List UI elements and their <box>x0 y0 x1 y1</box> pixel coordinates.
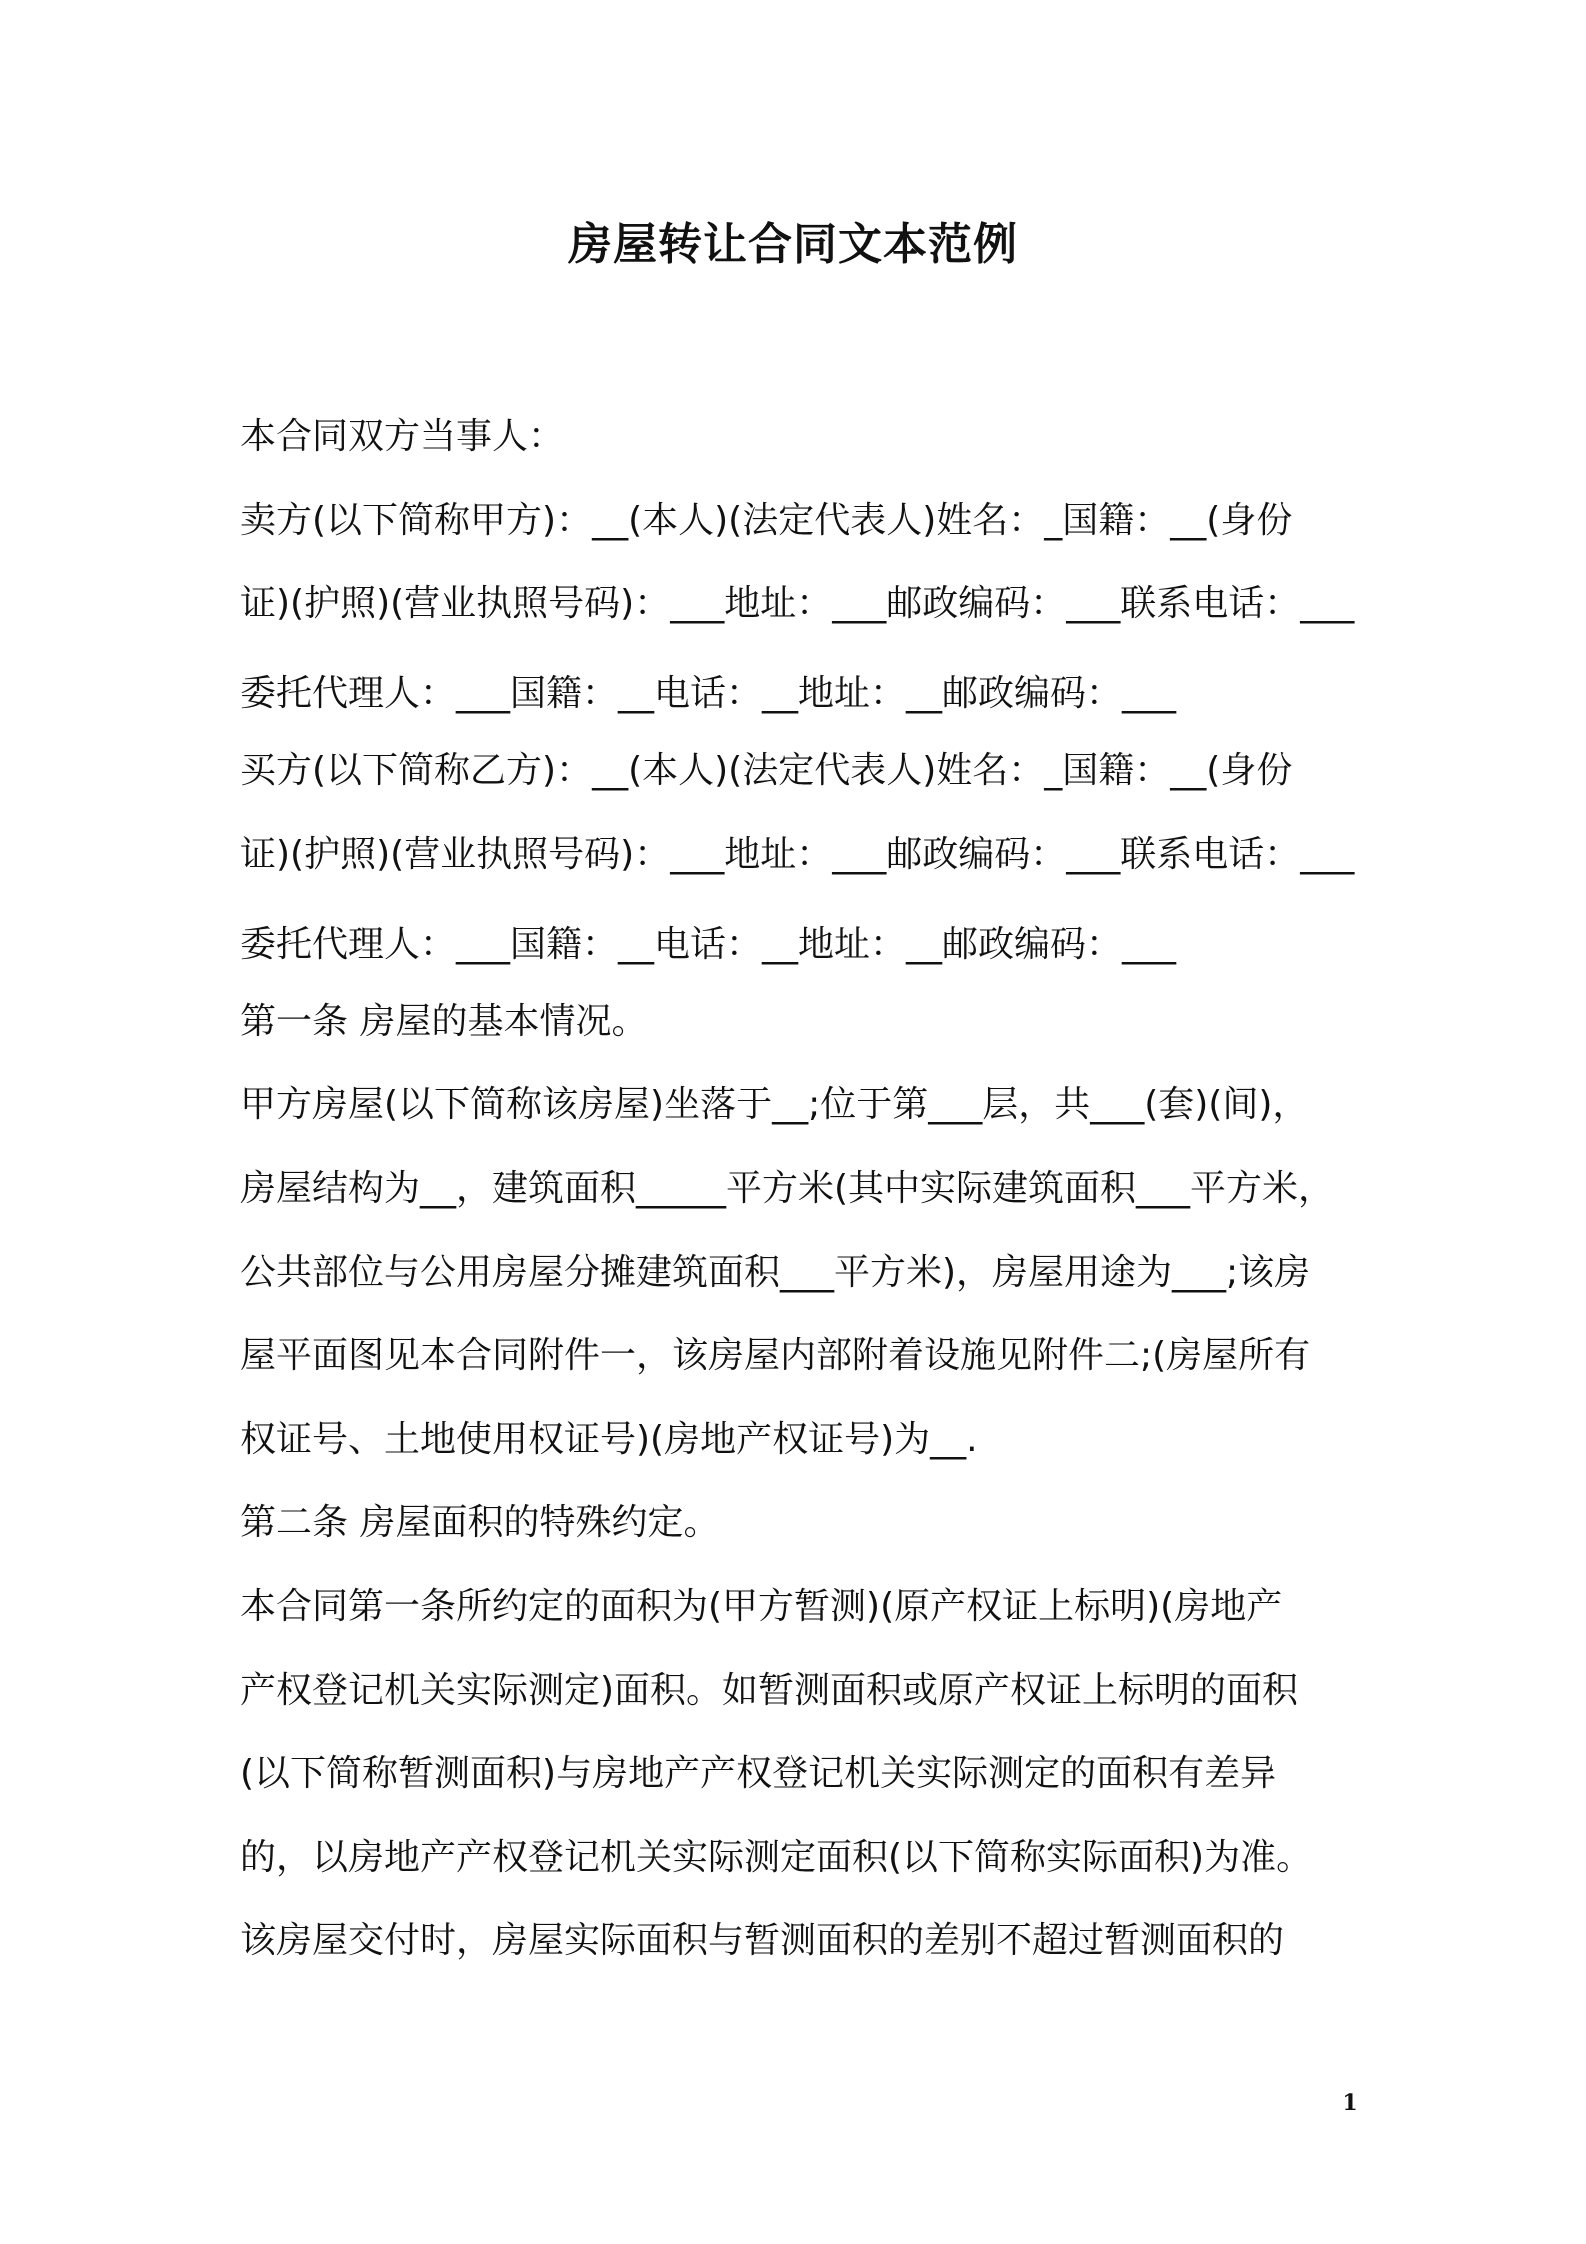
paragraph-line: 证)(护照)(营业执照号码)：___地址：___邮政编码：___联系电话：___ <box>240 583 1355 624</box>
paragraph-line: 房屋结构为__，建筑面积_____平方米(其中实际建筑面积___平方米， <box>240 1168 1335 1209</box>
paragraph-line: 该房屋交付时，房屋实际面积与暂测面积的差别不超过暂测面积的 <box>240 1920 1285 1961</box>
paragraph-line: 委托代理人：___国籍：__电话：__地址：__邮政编码：___ <box>240 924 1177 965</box>
paragraph-line: 买方(以下简称乙方)：__(本人)(法定代表人)姓名：_国籍：__(身份 <box>240 750 1293 791</box>
article-heading: 第二条 房屋面积的特殊约定。 <box>240 1502 720 1543</box>
article-heading: 第一条 房屋的基本情况。 <box>240 1001 648 1042</box>
paragraph-line: 证)(护照)(营业执照号码)：___地址：___邮政编码：___联系电话：___ <box>240 834 1355 875</box>
paragraph-line: 卖方(以下简称甲方)：__(本人)(法定代表人)姓名：_国籍：__(身份 <box>240 500 1293 541</box>
paragraph-line: 的，以房地产产权登记机关实际测定面积(以下简称实际面积)为准。 <box>240 1837 1313 1878</box>
paragraph-line: 本合同双方当事人： <box>240 416 565 457</box>
paragraph-line: 权证号、土地使用权证号)(房地产权证号)为__. <box>240 1419 978 1460</box>
paragraph-line: 本合同第一条所约定的面积为(甲方暂测)(原产权证上标明)(房地产 <box>240 1586 1283 1627</box>
paragraph-line: 产权登记机关实际测定)面积。如暂测面积或原产权证上标明的面积 <box>240 1670 1299 1711</box>
paragraph-line: 屋平面图见本合同附件一，该房屋内部附着设施见附件二;(房屋所有 <box>240 1335 1311 1376</box>
paragraph-line: 甲方房屋(以下简称该房屋)坐落于__;位于第___层，共___(套)(间)， <box>240 1084 1309 1125</box>
document-title: 房屋转让合同文本范例 <box>568 219 1018 270</box>
paragraph-line: 委托代理人：___国籍：__电话：__地址：__邮政编码：___ <box>240 673 1177 714</box>
page-number: 1 <box>1342 2090 1358 2116</box>
paragraph-line: (以下简称暂测面积)与房地产产权登记机关实际测定的面积有差异 <box>240 1753 1277 1794</box>
paragraph-line: 公共部位与公用房屋分摊建筑面积___平方米)，房屋用途为___;该房 <box>240 1252 1311 1293</box>
